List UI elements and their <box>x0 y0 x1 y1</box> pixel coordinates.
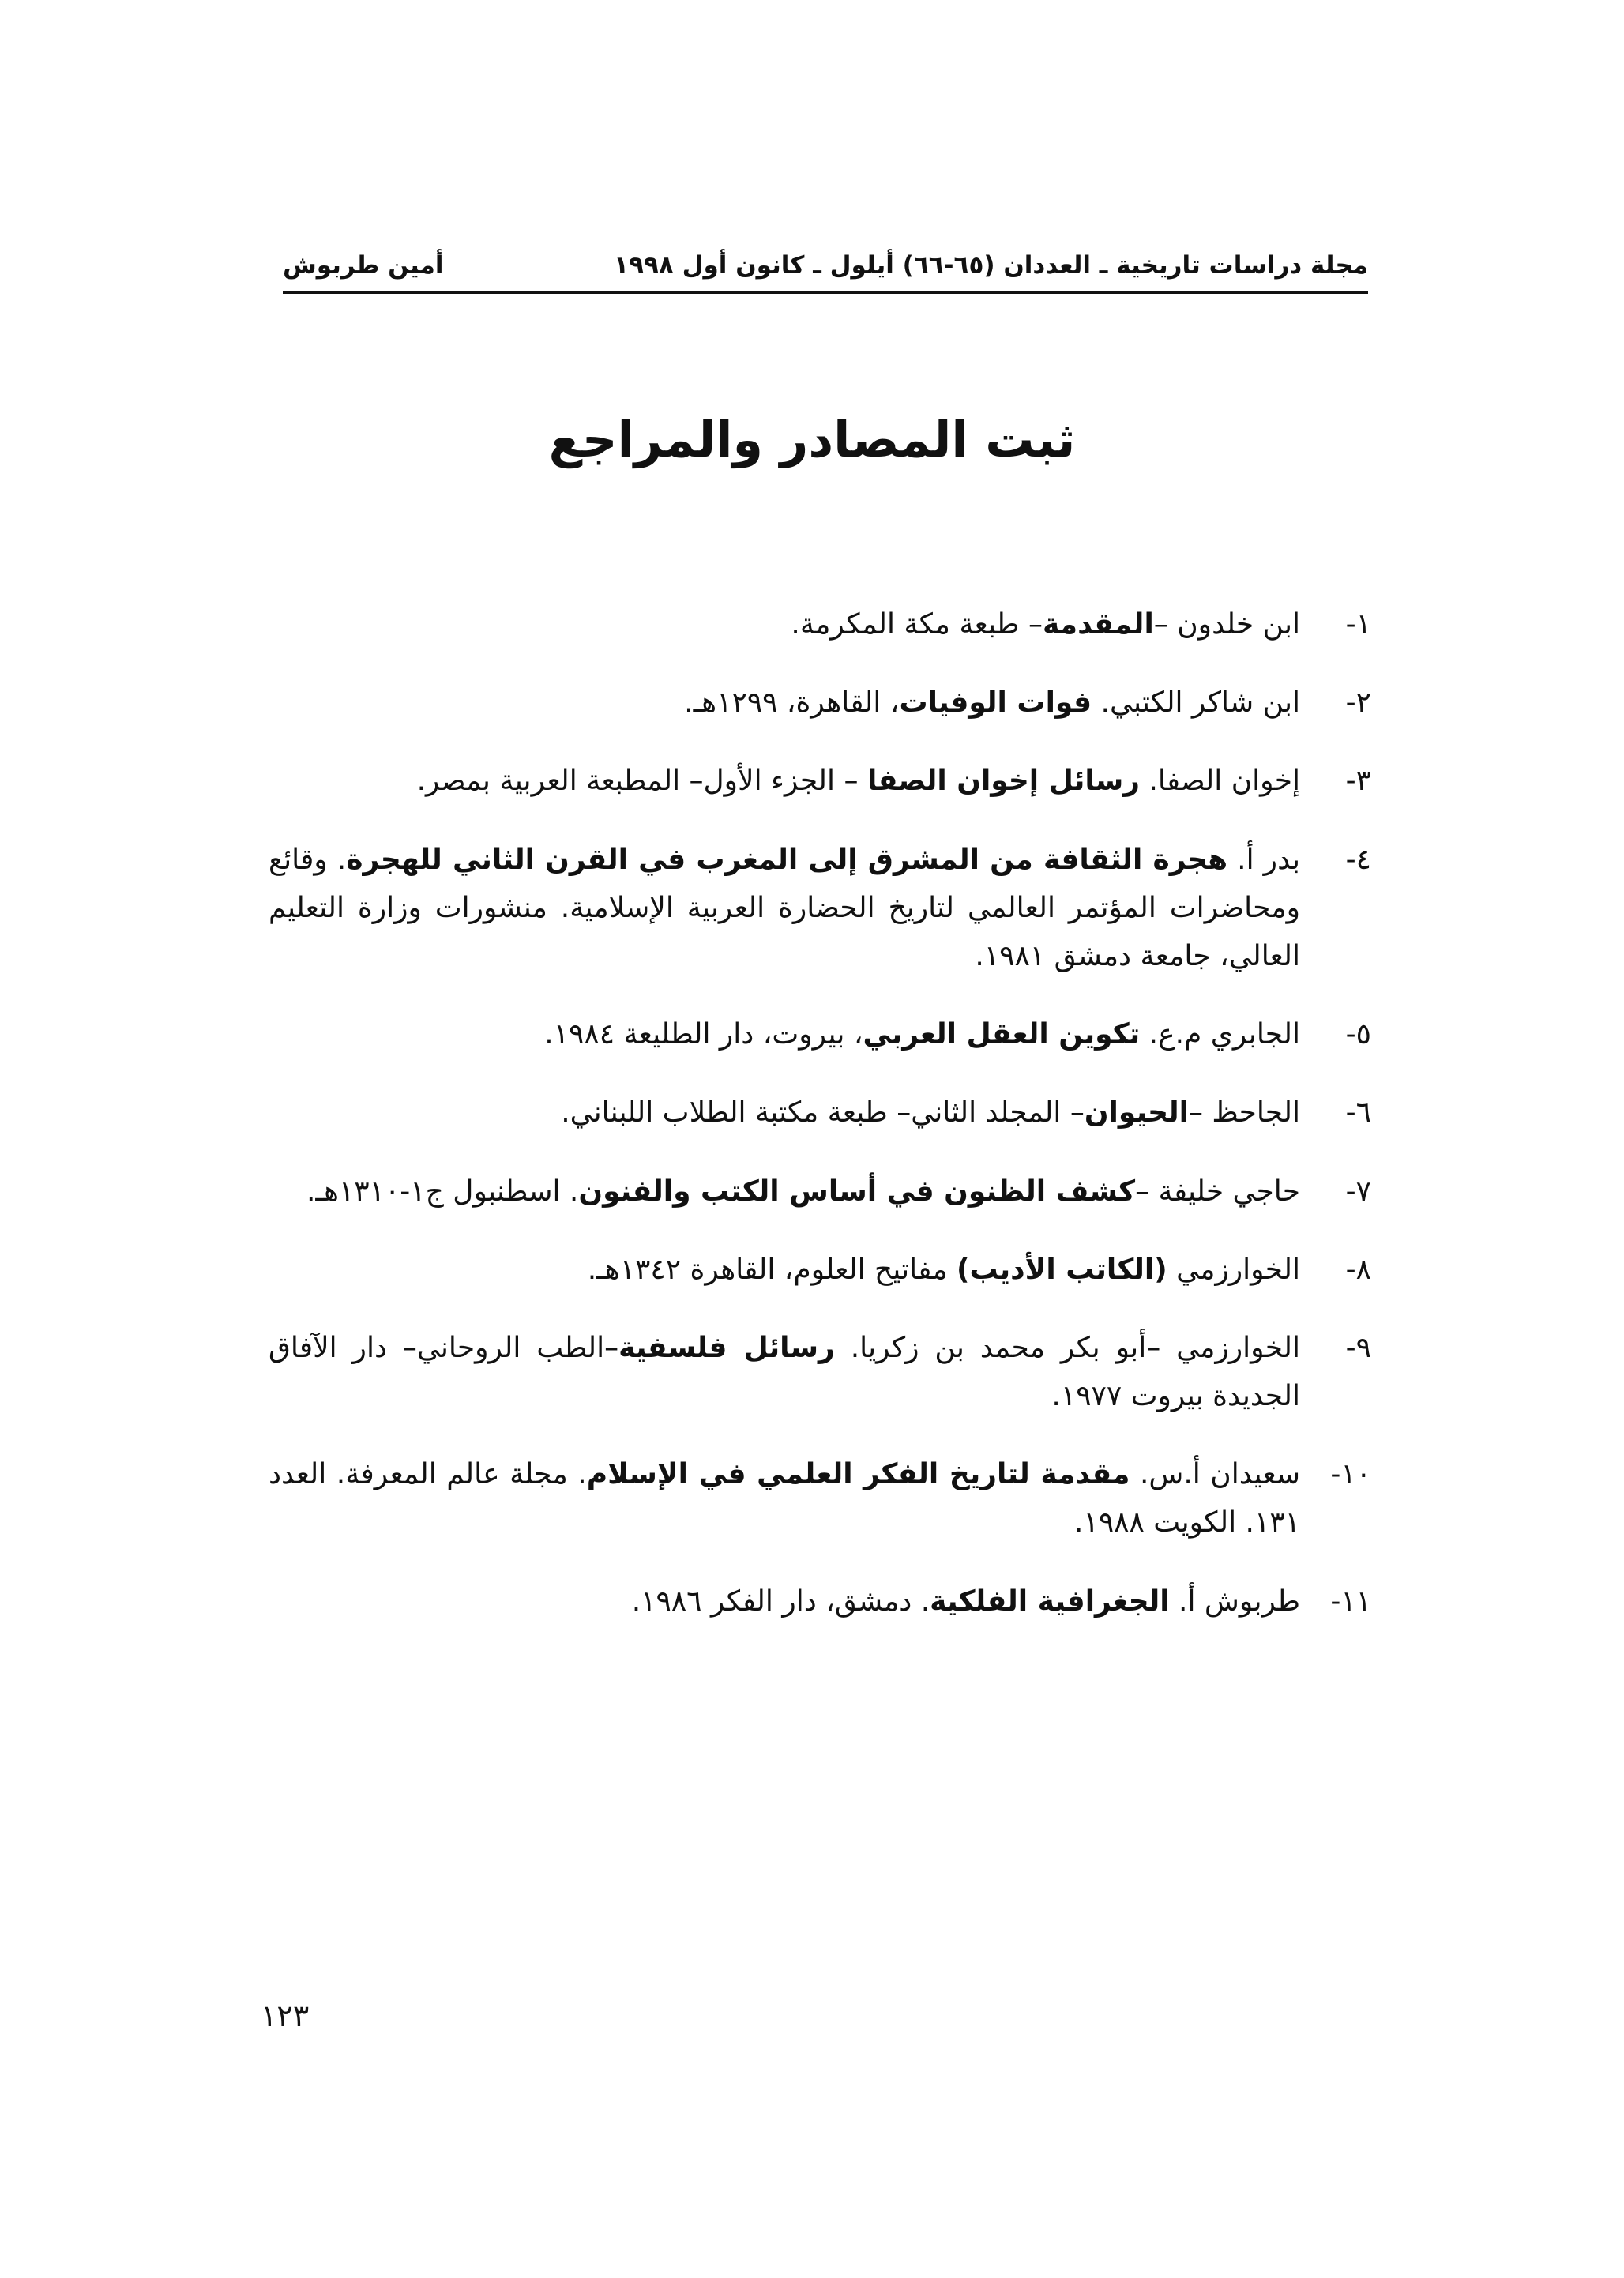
reference-item <box>269 679 1371 727</box>
reference-author: الخوارزمي –أبو بكر محمد بن زكريا. <box>850 1331 1300 1364</box>
reference-number: ٩- <box>1345 1331 1371 1364</box>
page-number: ١٢٣ <box>261 1998 310 2033</box>
reference-author: ابن شاكر الكتبي. <box>1100 686 1300 720</box>
reference-number: ٧- <box>1345 1175 1371 1208</box>
reference-title: فوات الوفيات <box>899 686 1092 720</box>
reference-author: الجابري م.ع. <box>1148 1018 1300 1051</box>
reference-item <box>269 1010 1371 1058</box>
reference-author: الخوارزمي <box>1176 1253 1300 1286</box>
reference-title: تكوين العقل العربي <box>863 1018 1141 1051</box>
reference-details: . مجلة عالم المعرفة. العدد ١٣١. الكويت ١٩٨٨. <box>269 1458 1300 1539</box>
reference-item <box>269 1246 1371 1294</box>
reference-number: ٦- <box>1345 1096 1371 1130</box>
reference-number: ٨- <box>1345 1253 1371 1286</box>
reference-number: ١- <box>1345 608 1371 641</box>
reference-item <box>269 1577 1371 1626</box>
reference-number: ٥- <box>1345 1018 1371 1051</box>
references-list <box>269 600 1371 1656</box>
reference-details: – الجزء الأول– المطبعة العربية بمصر. <box>416 765 859 798</box>
reference-item <box>269 600 1371 648</box>
reference-title: هجرة الثقافة من المشرق إلى المغرب في القرن الثاني للهجرة <box>346 843 1228 876</box>
reference-author: إخوان الصفا. <box>1148 765 1300 798</box>
reference-item <box>269 1167 1371 1216</box>
reference-details: مفاتيح العلوم، القاهرة ١٣٤٢هـ. <box>587 1253 957 1286</box>
reference-title: (الكاتب الأديب) <box>957 1253 1167 1286</box>
page-title: ثبت المصادر والمراجع <box>548 411 1076 468</box>
reference-author: الجاحظ – <box>1188 1096 1300 1130</box>
reference-item <box>269 1450 1371 1547</box>
reference-author: حاجي خليفة – <box>1135 1175 1300 1208</box>
reference-details: ، القاهرة، ١٢٩٩هـ. <box>684 686 900 720</box>
reference-item <box>269 1324 1371 1420</box>
reference-title: رسائل فلسفية <box>618 1331 835 1364</box>
reference-title: الحيوان <box>1084 1096 1189 1130</box>
reference-author: ابن خلدون – <box>1153 608 1300 641</box>
reference-details: ، بيروت، دار الطليعة ١٩٨٤. <box>544 1018 863 1051</box>
reference-details: – طبعة مكة المكرمة. <box>791 608 1043 641</box>
reference-author: سعيدان أ.س. <box>1139 1458 1300 1491</box>
running-header <box>283 251 1368 294</box>
reference-author: بدر أ. <box>1237 843 1300 876</box>
reference-details: – المجلد الثاني– طبعة مكتبة الطلاب اللبناني. <box>561 1096 1085 1130</box>
journal-title: مجلة دراسات تاريخية ـ العددان (٦٥-٦٦) أيلول ـ كانون أول ١٩٩٨ <box>614 251 1368 280</box>
reference-title: المقدمة <box>1042 608 1154 641</box>
reference-details: –الطب الروحاني– دار الآفاق الجديدة بيروت ١٩٧٧. <box>269 1331 1300 1413</box>
reference-details: . وقائع ومحاضرات المؤتمر العالمي لتاريخ الحضارة العربية الإسلامية. منشورات وزارة التعليم العالي، جامعة دمشق ١٩٨١. <box>269 843 1300 972</box>
reference-item <box>269 836 1371 981</box>
reference-number: ١١- <box>1330 1584 1371 1618</box>
reference-item <box>269 757 1371 805</box>
reference-details: . دمشق، دار الفكر ١٩٨٦. <box>631 1584 930 1618</box>
reference-number: ٢- <box>1345 686 1371 720</box>
reference-title: رسائل إخوان الصفا <box>867 765 1140 798</box>
reference-title: الجغرافية الفلكية <box>930 1584 1170 1618</box>
reference-title: مقدمة لتاريخ الفكر العلمي في الإسلام <box>586 1458 1130 1491</box>
reference-details: . اسطنبول ج١-١٣١٠هـ. <box>306 1175 579 1208</box>
reference-number: ١٠- <box>1330 1458 1371 1491</box>
reference-number: ٤- <box>1345 843 1371 876</box>
reference-number: ٣- <box>1345 765 1371 798</box>
reference-author: طربوش أ. <box>1179 1584 1300 1618</box>
reference-title: كشف الظنون في أساس الكتب والفنون <box>578 1175 1136 1208</box>
reference-item <box>269 1088 1371 1137</box>
author-name: أمين طربوش <box>283 251 444 280</box>
